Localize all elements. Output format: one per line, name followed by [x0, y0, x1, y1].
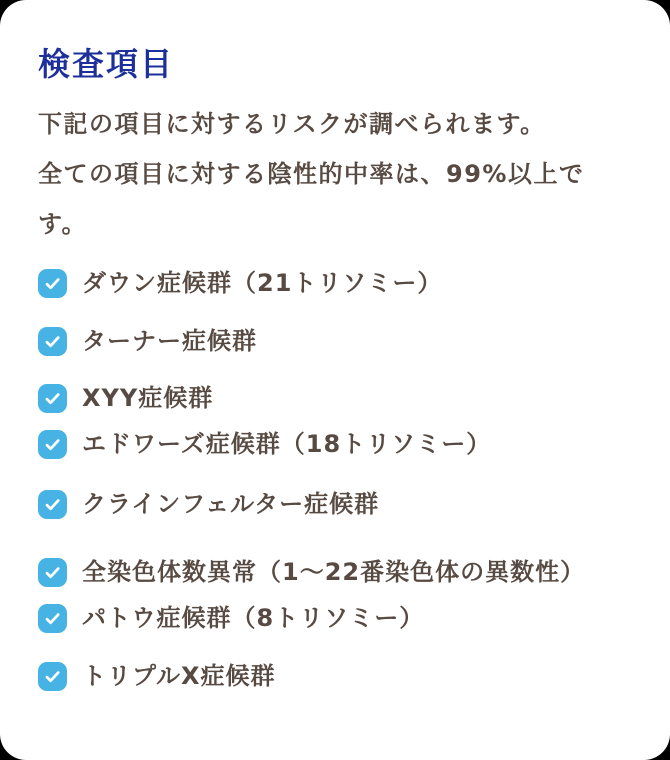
- checklist-item-label: 全染色体数異常（1〜22番染色体の異数性）: [82, 558, 586, 587]
- description-line: 全ての項目に対する陰性的中率は、99%以上です。: [38, 159, 585, 238]
- checklist-item-label: XYY症候群: [82, 384, 214, 413]
- checkmark-icon: [43, 495, 62, 514]
- page-title: 検査項目: [38, 45, 175, 83]
- checkbox-checked-icon[interactable]: [38, 558, 67, 587]
- checkbox-checked-icon[interactable]: [38, 327, 67, 356]
- checkbox-checked-icon[interactable]: [38, 662, 67, 691]
- checkmark-icon: [43, 563, 62, 582]
- checklist-item: [38, 558, 632, 587]
- description-line: 下記の項目に対するリスクが調べられます。: [38, 109, 546, 138]
- checkbox-checked-icon[interactable]: [38, 384, 67, 413]
- checklist-item: [38, 430, 632, 459]
- checkbox-checked-icon[interactable]: [38, 269, 67, 298]
- checklist-item-label: ターナー症候群: [82, 327, 257, 356]
- checklist-item-label: クラインフェルター症候群: [82, 490, 380, 519]
- checklist-item-label: エドワーズ症候群（18トリソミー）: [82, 430, 492, 459]
- checkmark-icon: [43, 609, 62, 628]
- checkmark-icon: [43, 274, 62, 293]
- checklist-item: [38, 604, 632, 633]
- checkbox-checked-icon[interactable]: [38, 430, 67, 459]
- checklist-item: [38, 327, 632, 356]
- test-item-checklist: [38, 269, 632, 691]
- checkmark-icon: [43, 389, 62, 408]
- checklist-item: [38, 662, 632, 691]
- checkmark-icon: [43, 332, 62, 351]
- checklist-item: [38, 384, 632, 413]
- checkmark-icon: [43, 667, 62, 686]
- checklist-item: [38, 490, 632, 519]
- checkbox-checked-icon[interactable]: [38, 604, 67, 633]
- checklist-item-label: トリプルX症候群: [82, 662, 276, 691]
- checklist-item: [38, 269, 632, 298]
- checklist-item-label: ダウン症候群（21トリソミー）: [82, 269, 443, 298]
- checkmark-icon: [43, 435, 62, 454]
- description: [38, 99, 604, 249]
- checklist-item-label: パトウ症候群（8トリソミー）: [82, 604, 425, 633]
- checkbox-checked-icon[interactable]: [38, 490, 67, 519]
